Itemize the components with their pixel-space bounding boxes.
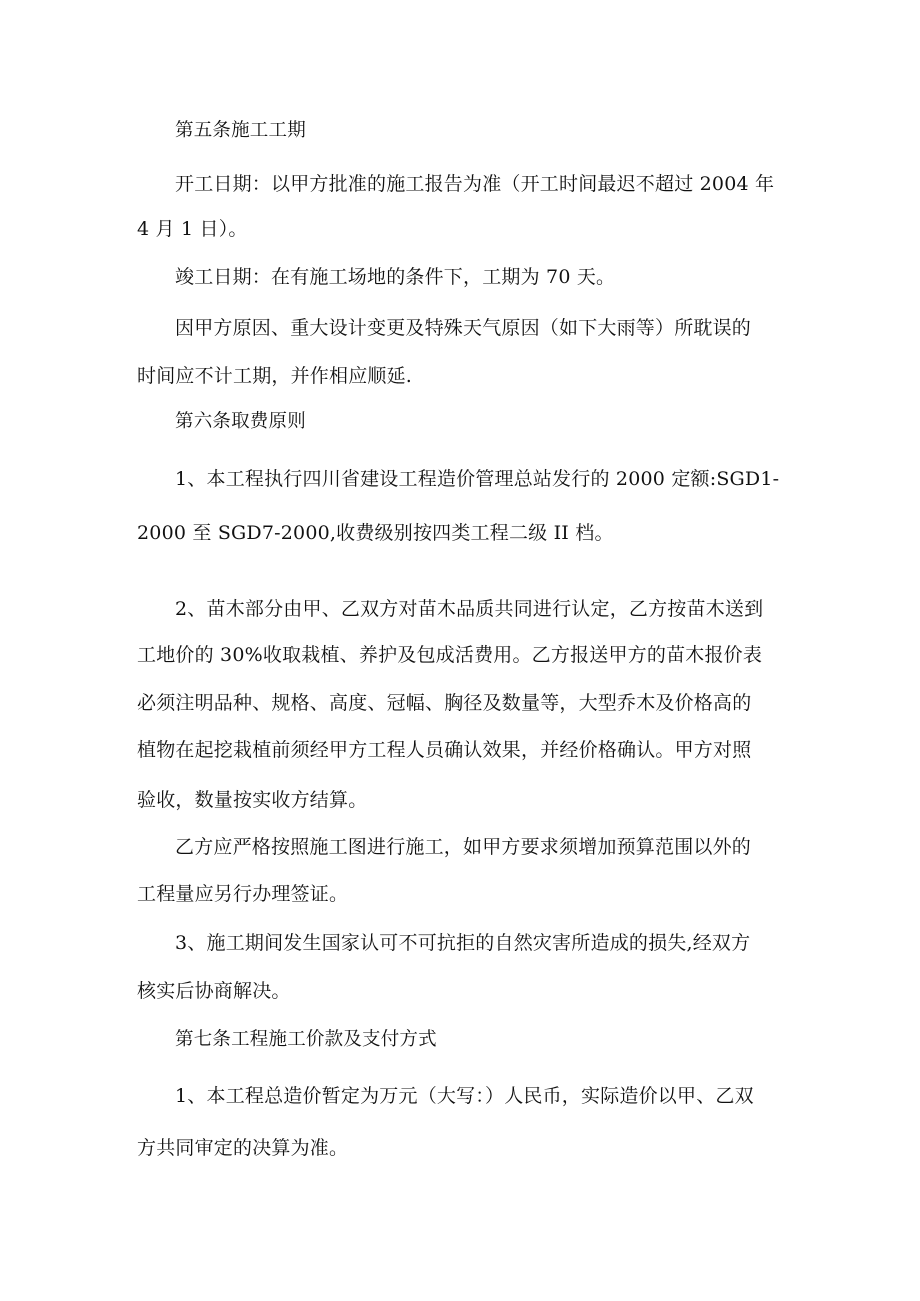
article-7-heading: 第七条工程施工价款及支付方式 — [175, 1029, 437, 1050]
price-item-1-line-2: 方共同审定的决算为准。 — [137, 1137, 349, 1159]
extra-work-line-2: 工程量应另行办理签证。 — [137, 883, 349, 905]
fee-item-2-line-2: 工地价的 30%收取栽植、养护及包成活费用。乙方报送甲方的苗木报价表 — [137, 644, 763, 666]
start-date-line-2: 4 月 1 日）。 — [137, 218, 248, 240]
fee-item-3-line-2: 核实后协商解决。 — [137, 980, 291, 1002]
delay-clause-line-2: 时间应不计工期，并作相应顺延. — [137, 365, 413, 387]
price-item-1-line-1: 1、本工程总造价暂定为万元（大写：）人民币，实际造价以甲、乙双 — [175, 1085, 754, 1107]
article-6-heading: 第六条取费原则 — [175, 411, 306, 432]
fee-item-2-line-5: 验收，数量按实收方结算。 — [137, 789, 368, 811]
delay-clause-line-1: 因甲方原因、重大设计变更及特殊天气原因（如下大雨等）所耽误的 — [175, 317, 752, 339]
completion-date: 竣工日期：在有施工场地的条件下，工期为 70 天。 — [175, 266, 616, 288]
fee-item-2-line-4: 植物在起挖栽植前须经甲方工程人员确认效果，并经价格确认。甲方对照 — [137, 739, 752, 761]
fee-item-2-line-3: 必须注明品种、规格、高度、冠幅、胸径及数量等，大型乔木及价格高的 — [137, 692, 752, 714]
article-5-heading: 第五条施工工期 — [175, 120, 306, 141]
fee-item-3-line-1: 3、施工期间发生国家认可不可抗拒的自然灾害所造成的损失,经双方 — [175, 932, 751, 954]
fee-item-1-line-2: 2000 至 SGD7-2000,收费级别按四类工程二级 II 档。 — [137, 522, 614, 544]
extra-work-line-1: 乙方应严格按照施工图进行施工，如甲方要求须增加预算范围以外的 — [175, 836, 752, 858]
fee-item-1-line-1: 1、本工程执行四川省建设工程造价管理总站发行的 2000 定额:SGD1- — [175, 468, 780, 490]
fee-item-2-line-1: 2、苗木部分由甲、乙双方对苗木品质共同进行认定，乙方按苗木送到 — [175, 598, 764, 620]
start-date-line-1: 开工日期：以甲方批准的施工报告为准（开工时间最迟不超过 2004 年 — [175, 173, 775, 195]
